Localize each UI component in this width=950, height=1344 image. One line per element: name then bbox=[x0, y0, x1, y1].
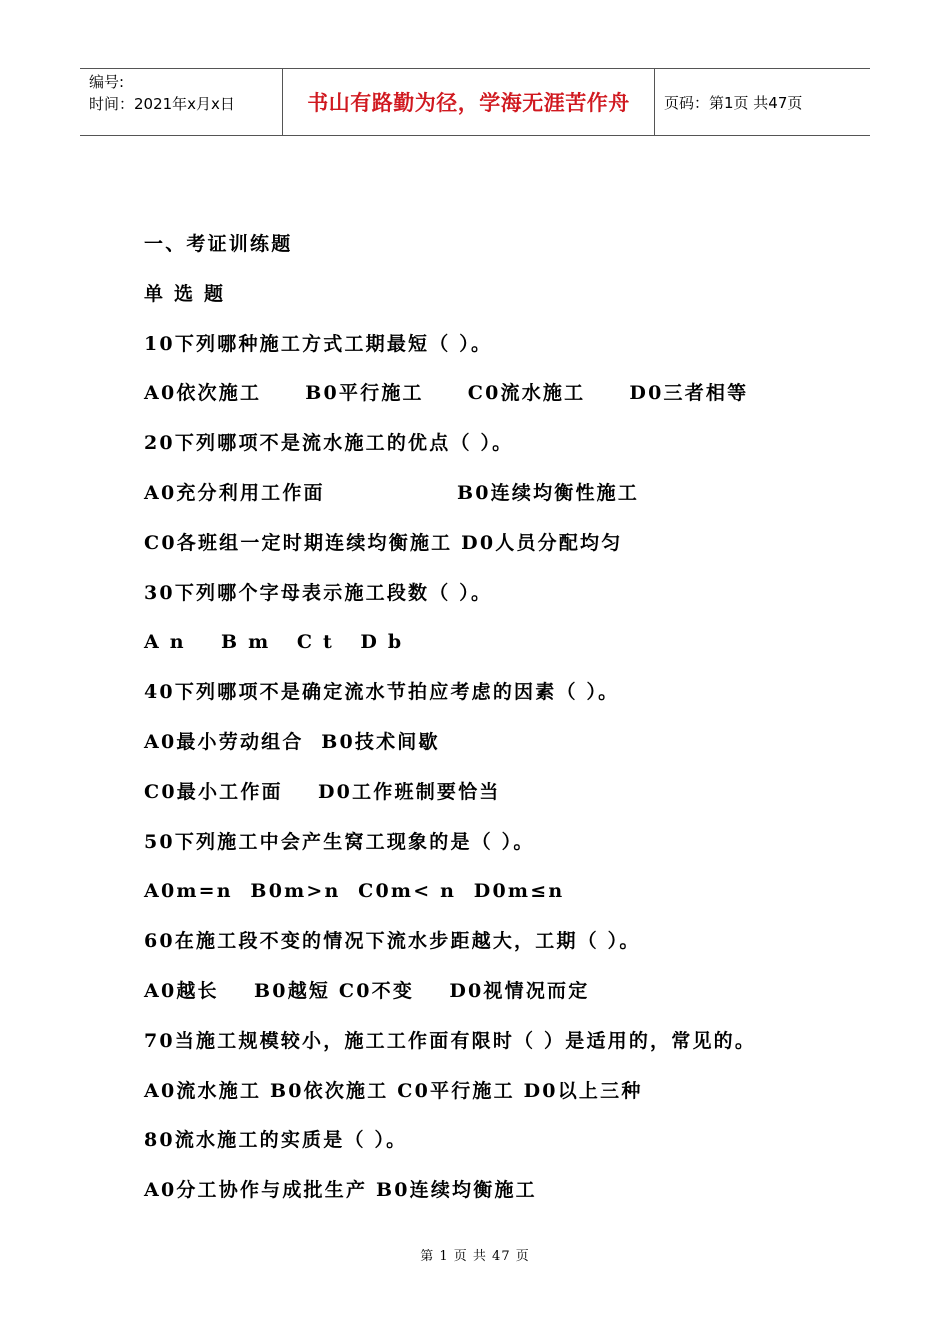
options-1: A0依次施工 B0平行施工 C0流水施工 D0三者相等 bbox=[144, 382, 749, 405]
motto-text: 书山有路勤为径，学海无涯苦作舟 bbox=[307, 91, 630, 115]
options-7: A0流水施工 B0依次施工 C0平行施工 D0以上三种 bbox=[144, 1079, 643, 1102]
options-4b: C0最小工作面 D0工作班制要恰当 bbox=[144, 780, 501, 803]
options-4a: A0最小劳动组合 B0技术间歇 bbox=[144, 730, 440, 753]
page-footer: 第 1 页 共 47 页 bbox=[420, 1249, 530, 1264]
question-5: 50下列施工中会产生窝工现象的是（ ）。 bbox=[144, 830, 535, 853]
question-3: 30下列哪个字母表示施工段数（ ）。 bbox=[144, 581, 493, 604]
question-8: 80流水施工的实质是（ ）。 bbox=[144, 1129, 408, 1152]
time-label: 时间：2021年x月x日 bbox=[89, 95, 235, 113]
subsection-title: 单 选 题 bbox=[144, 282, 226, 305]
question-2: 20下列哪项不是流水施工的优点（ ）。 bbox=[144, 432, 514, 455]
header-left bbox=[80, 69, 282, 135]
question-4: 40下列哪项不是确定流水节拍应考虑的因素（ ）。 bbox=[144, 681, 620, 704]
options-3: A n B m C t D b bbox=[144, 631, 404, 654]
options-2b: C0各班组一定时期连续均衡施工 D0人员分配均匀 bbox=[144, 531, 623, 554]
options-8: A0分工协作与成批生产 B0连续均衡施工 bbox=[144, 1179, 537, 1202]
number-label: 编号: bbox=[89, 73, 125, 91]
question-6: 60在施工段不变的情况下流水步距越大，工期（ ）。 bbox=[144, 930, 641, 953]
header-right bbox=[655, 69, 870, 135]
options-2a: A0充分利用工作面 B0连续均衡性施工 bbox=[144, 481, 640, 504]
options-6: A0越长 B0越短 C0不变 D0视情况而定 bbox=[144, 979, 590, 1002]
section-title: 一、考证训练题 bbox=[144, 233, 293, 255]
page-header bbox=[80, 68, 870, 136]
document-body bbox=[144, 220, 864, 1216]
header-middle bbox=[282, 69, 655, 135]
question-7: 70当施工规模较小，施工工作面有限时（ ）是适用的，常见的。 bbox=[144, 1029, 757, 1052]
page-info: 页码：第1页 共47页 bbox=[664, 93, 803, 112]
options-5: A0m=n B0m>n C0m< n D0m≤n bbox=[144, 880, 565, 903]
question-1: 10下列哪种施工方式工期最短（ ）。 bbox=[144, 332, 493, 355]
